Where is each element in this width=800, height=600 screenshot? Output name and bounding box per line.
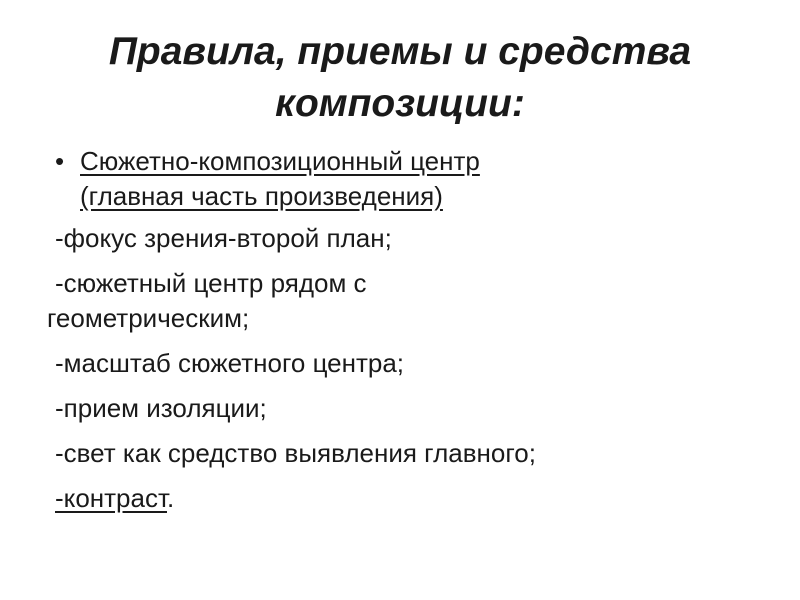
contrast-text: -контраст	[55, 483, 167, 513]
bullet-item	[47, 144, 767, 214]
contrast-period: .	[167, 483, 175, 513]
list-item-isolation: -прием изоляции;	[55, 393, 267, 423]
bullet-line-1: Сюжетно-композиционный центр	[80, 146, 480, 176]
list-item-contrast	[47, 481, 767, 516]
list-item-focus: -фокус зрения-второй план;	[55, 223, 392, 253]
slide-title-line-1: Правила, приемы и средства	[108, 30, 692, 73]
slide-body	[47, 144, 767, 526]
list-item-center-line-1: -сюжетный центр рядом с	[55, 268, 367, 298]
bullet-marker: •	[55, 146, 65, 176]
list-item-light: -свет как средство выявления главного;	[55, 438, 536, 468]
slide-title-line-2: композиции:	[275, 82, 525, 125]
slide-title	[0, 26, 800, 130]
bullet-line-2: (главная часть произведения)	[80, 181, 443, 211]
list-item-scale: -масштаб сюжетного центра;	[55, 348, 405, 378]
list-item-center-line-2: геометрическим;	[47, 303, 250, 333]
